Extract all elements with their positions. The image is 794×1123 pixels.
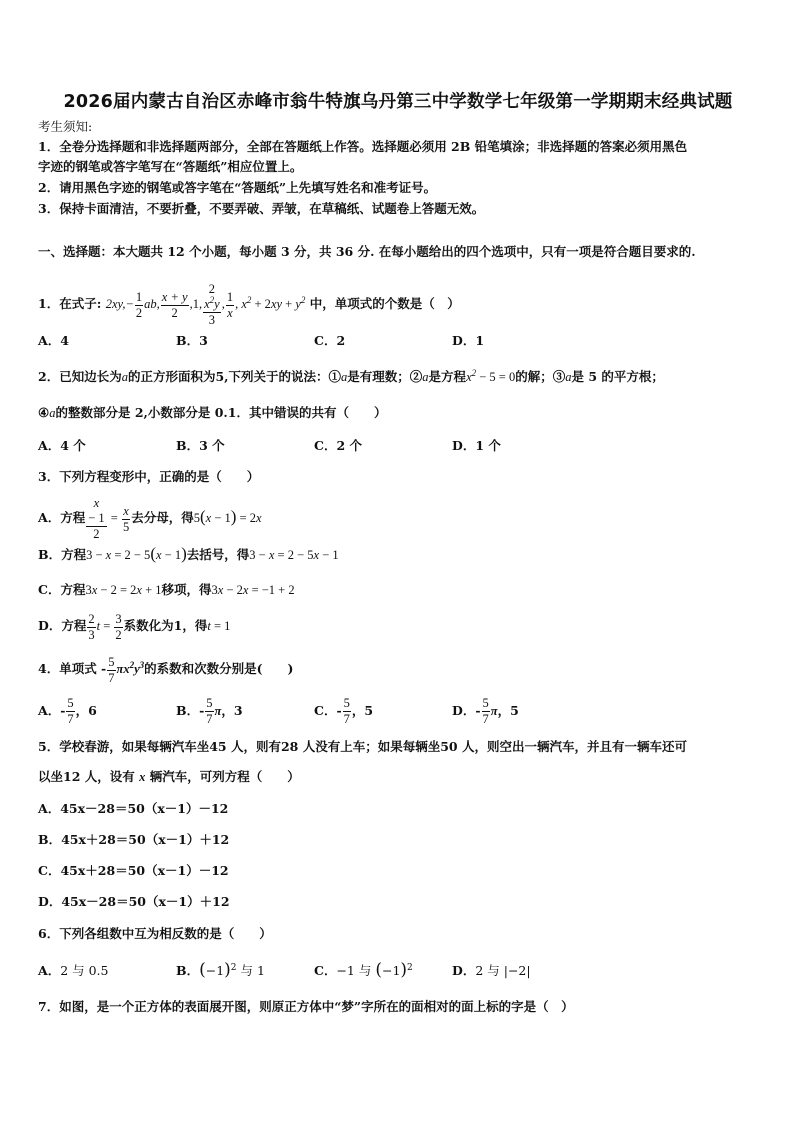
- text: 去括号，得: [186, 547, 250, 562]
- text: 学校春游，如果每辆汽车坐45 人，则有28 人没有上车；如果每辆坐50 人，则空出一辆汽车，并且有一辆车还可: [59, 739, 687, 754]
- text: 系数化为1，得: [123, 618, 208, 633]
- question-3-option-c[interactable]: [38, 581, 295, 599]
- question-3-option-a[interactable]: [38, 496, 262, 542]
- text: 单项式 -: [59, 661, 107, 676]
- text: 是 5 的平方根；: [571, 369, 664, 384]
- option-label: A．: [38, 703, 61, 718]
- question-1: [38, 282, 460, 328]
- question-number: 5．: [38, 739, 60, 754]
- question-6-options: [38, 958, 590, 983]
- option-d[interactable]: D．1 个: [452, 438, 501, 453]
- text: 下列方程变形中，正确的是（ ）: [59, 469, 260, 484]
- option-d[interactable]: D．- $\frac{5}{7}$ π，5: [452, 696, 519, 726]
- question-5-line-2: [38, 768, 300, 786]
- option-a[interactable]: A．2 与 0.5: [38, 963, 109, 978]
- question-3-stem: [38, 468, 259, 486]
- page-title: 2026届内蒙古自治区赤峰市翁牛特旗乌丹第三中学数学七年级第一学期期末经典试题: [63, 92, 733, 112]
- option-a[interactable]: A．4: [38, 333, 69, 348]
- text: 是有理数；②: [347, 369, 423, 384]
- option-b[interactable]: B．- $\frac{5}{7}$ π，3: [176, 696, 243, 726]
- question-6-stem: [38, 925, 272, 943]
- equation: t = 1: [207, 619, 231, 633]
- option-label: D．: [452, 703, 476, 718]
- option-label: C．方程: [38, 582, 86, 597]
- option-label: B．: [176, 703, 200, 718]
- option-b[interactable]: B．3: [176, 333, 208, 348]
- option-label: B．方程: [38, 547, 87, 562]
- text: 的系数和次数分别是( ): [144, 661, 294, 676]
- equation: 3x − 2x = −1 + 2: [211, 583, 295, 597]
- text: 去分母，得: [131, 509, 194, 525]
- option-c[interactable]: C．45x＋28＝50（x－1）－12: [38, 863, 229, 878]
- text: 移项，得: [161, 582, 212, 597]
- var-a: a: [565, 370, 572, 384]
- section-heading: 一、选择题：本大题共 12 个小题，每小题 3 分，共 36 分. 在每小题给出的四个选项中，只有一项是符合题目要求的.: [38, 244, 696, 259]
- notice-item-1-cont: 字迹的钢笔或答字笔写在“答题纸”相应位置上。: [38, 159, 303, 174]
- var-x: x: [139, 770, 146, 784]
- monomial: $\frac{5}{7}$ $\pi x^2y^3$: [108, 654, 145, 685]
- option-label: C．: [314, 703, 337, 718]
- option-label: D．: [452, 963, 476, 978]
- equation: $\frac{2}{3}$ t = $\frac{3}{2}$: [88, 611, 122, 642]
- option-c[interactable]: C．- $\frac{5}{7}$ ，5: [314, 696, 374, 726]
- question-number: 2．: [38, 369, 60, 384]
- option-label: B．: [176, 963, 200, 978]
- var-a: a: [341, 370, 348, 384]
- question-number: 3．: [38, 469, 60, 484]
- question-number: 1．: [38, 295, 60, 311]
- question-3-option-d[interactable]: [38, 609, 230, 643]
- notice-item-1: 1．全卷分选择题和非选择题两部分，全部在答题纸上作答。选择题必须用 2B 铅笔填涂；非选择题的答案必须用黑色: [38, 139, 688, 154]
- text: 下列各组数中互为相反数的是（ ）: [59, 926, 272, 941]
- option-c[interactable]: C．−1 与 $(-1)^2$: [314, 960, 413, 980]
- question-2-line-2: [38, 404, 386, 422]
- option-b[interactable]: B．$(-1)^2$ 与 1: [176, 960, 265, 980]
- text: 已知边长为: [59, 369, 122, 384]
- equation: x − 1 2 = $\frac{x}{5}$: [88, 496, 130, 541]
- text: 辆汽车，可列方程（ ）: [149, 769, 300, 784]
- question-3-option-b[interactable]: [38, 545, 339, 564]
- option-d[interactable]: D．45x－28＝50（x－1）＋12: [38, 894, 230, 909]
- question-7-stem: [38, 998, 574, 1016]
- equation: $x^2 - 5 = 0$: [466, 367, 516, 384]
- var-a: a: [422, 370, 429, 384]
- option-d[interactable]: D．2 与 |−2|: [452, 963, 531, 978]
- question-number: 6．: [38, 926, 60, 941]
- var-a: a: [121, 370, 128, 384]
- option-a[interactable]: A．4 个: [38, 438, 86, 453]
- text: 的解；③: [515, 369, 566, 384]
- equation: 3x − 2 = 2x + 1: [85, 583, 162, 597]
- text: 是方程: [428, 369, 467, 384]
- text: 以坐12 人，设有: [38, 769, 135, 784]
- option-c[interactable]: C．2 个: [314, 438, 362, 453]
- question-1-prefix: 在式子:: [59, 295, 102, 311]
- question-1-expressions: 2xy,− $\frac{1}{2}$ ab, $\frac{x + y}{2}$ ,1, 2 $x^2y$ 3 , $\frac{1}{x}$ , $x^2 + 2xy + y^2$: [105, 282, 306, 327]
- text: 如图，是一个正方体的表面展开图，则原正方体中“梦”字所在的面相对的面上标的字是（ ）: [59, 999, 574, 1014]
- option-d[interactable]: D．1: [452, 333, 485, 348]
- equation: 3 − x = 2 − 5x − 1: [249, 548, 339, 562]
- option-b[interactable]: B．45x＋28＝50（x－1）＋12: [38, 832, 230, 847]
- option-c[interactable]: C．2: [314, 333, 346, 348]
- option-label: A．方程: [38, 509, 86, 525]
- question-2-options: [38, 437, 590, 455]
- question-number: 7．: [38, 999, 60, 1014]
- equation: 3 − x = 2 − 5(x − 1): [86, 544, 187, 563]
- question-1-options: [38, 332, 590, 350]
- question-4-options: [38, 694, 590, 728]
- equation: 5(x − 1) = 2x: [193, 506, 262, 526]
- option-a[interactable]: A．45x－28＝50（x－1）－12: [38, 801, 229, 816]
- option-label: C．: [314, 963, 337, 978]
- question-number: 4．: [38, 661, 60, 676]
- var-a: a: [49, 406, 56, 420]
- question-4-stem: [38, 652, 293, 686]
- notice-item-3: 3．保持卡面清洁，不要折叠，不要弄破、弄皱，在草稿纸、试题卷上答题无效。: [38, 201, 485, 216]
- notice-item-2: 2．请用黑色字迹的钢笔或答字笔在“答题纸”上先填写姓名和准考证号。: [38, 180, 437, 195]
- option-a[interactable]: A．- $\frac{5}{7}$ ，6: [38, 696, 97, 726]
- option-label: D．方程: [38, 618, 87, 633]
- notice-heading: 考生须知:: [38, 119, 93, 134]
- option-b[interactable]: B．3 个: [176, 438, 225, 453]
- question-2-line-1: [38, 368, 664, 386]
- text: 的整数部分是 2,小数部分是 0.1．其中错误的共有（ ）: [55, 405, 387, 420]
- question-5-line-1: [38, 738, 687, 756]
- text: 的正方形面积为5,下列关于的说法：①: [127, 369, 342, 384]
- text: ④: [38, 405, 50, 420]
- option-label: A．: [38, 963, 61, 978]
- question-1-suffix: 中，单项式的个数是（ ）: [309, 295, 460, 311]
